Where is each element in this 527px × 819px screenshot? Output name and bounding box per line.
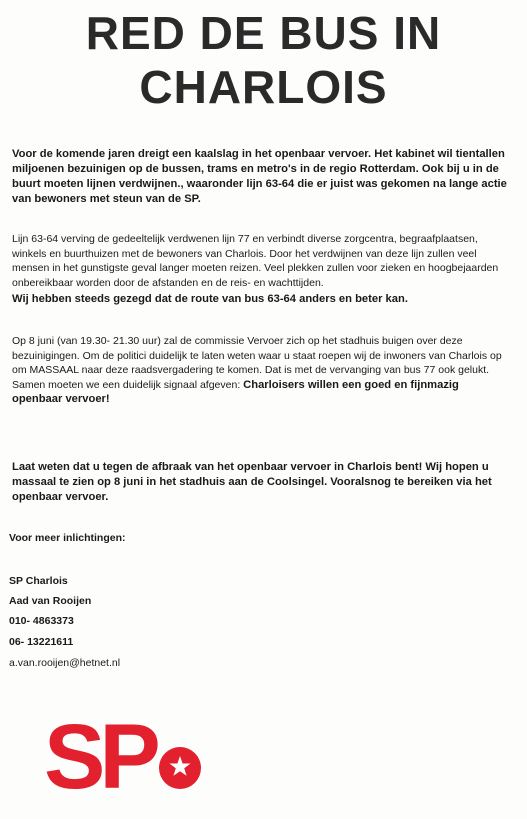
page-title [0, 6, 527, 114]
contact-phone-1: 010- 4863373 [9, 615, 74, 627]
intro-paragraph: Voor de komende jaren dreigt een kaalslag in het openbaar vervoer. Het kabinet wil tientallen miljoenen bezuinigen op de bussen, trams en metro's in de regio Rotterdam. Ook bij u in de buurt moeten lijnen verdwijnen., waaronder lijn 63-64 die er juist was gekomen na lange actie van bewoners met steun van de SP. [12, 148, 507, 205]
info-heading: Voor meer inlichtingen: [9, 532, 126, 544]
tomato-icon [159, 747, 201, 789]
contact-email: a.van.rooijen@hetnet.nl [9, 657, 121, 669]
title-line-1: RED DE BUS IN [85, 7, 442, 59]
call-to-action: Laat weten dat u tegen de afbraak van het openbaar vervoer in Charlois bent! Wij hopen u massaal te zien op 8 juni in het stadhuis aan de Coolsingel. Vooralsnog te bereiken via het openbaar vervoer. [12, 461, 492, 503]
contact-name: Aad van Rooijen [9, 595, 92, 607]
route-paragraph: Lijn 63-64 verving de gedeeltelijk verdwenen lijn 77 en verbindt diverse zorgcentra, begraafplaatsen, winkels en buurthuizen met de bewoners van Charlois. Door het verdwijnen van deze lijn zullen veel mensen in het gunstigste geval langer moeten reizen. Veel plekken zullen voor zieken en hoogbejaarden onbereikbaar worden door de afstanden en de reis- en wachttijden. [12, 233, 499, 289]
contact-phone-2: 06- 13221611 [9, 636, 74, 648]
meeting-slogan: Charloisers willen een goed en fijnmazig openbaar vervoer! [12, 378, 459, 406]
title-line-2: CHARLOIS [139, 61, 388, 113]
contact-org: SP Charlois [9, 575, 68, 587]
sp-logo [44, 706, 204, 796]
statement-paragraph: Wij hebben steeds gezegd dat de route van bus 63-64 anders en beter kan. [12, 293, 408, 305]
sp-logo-text: SP [44, 706, 155, 796]
meeting-text: Op 8 juni (van 19.30- 21.30 uur) zal de commissie Vervoer zich op het stadhuis buigen over deze bezuinigingen. Om de politici duidelijk te laten weten waar u staat roepen wij de inwoners van Charlois op om MASSAAL naar deze raadsvergadering te komen. Dat is met de vervanging van bus 77 ook gelukt. Samen moeten we een duidelijk signaal afgeven: [12, 335, 502, 391]
meeting-paragraph [12, 334, 512, 407]
